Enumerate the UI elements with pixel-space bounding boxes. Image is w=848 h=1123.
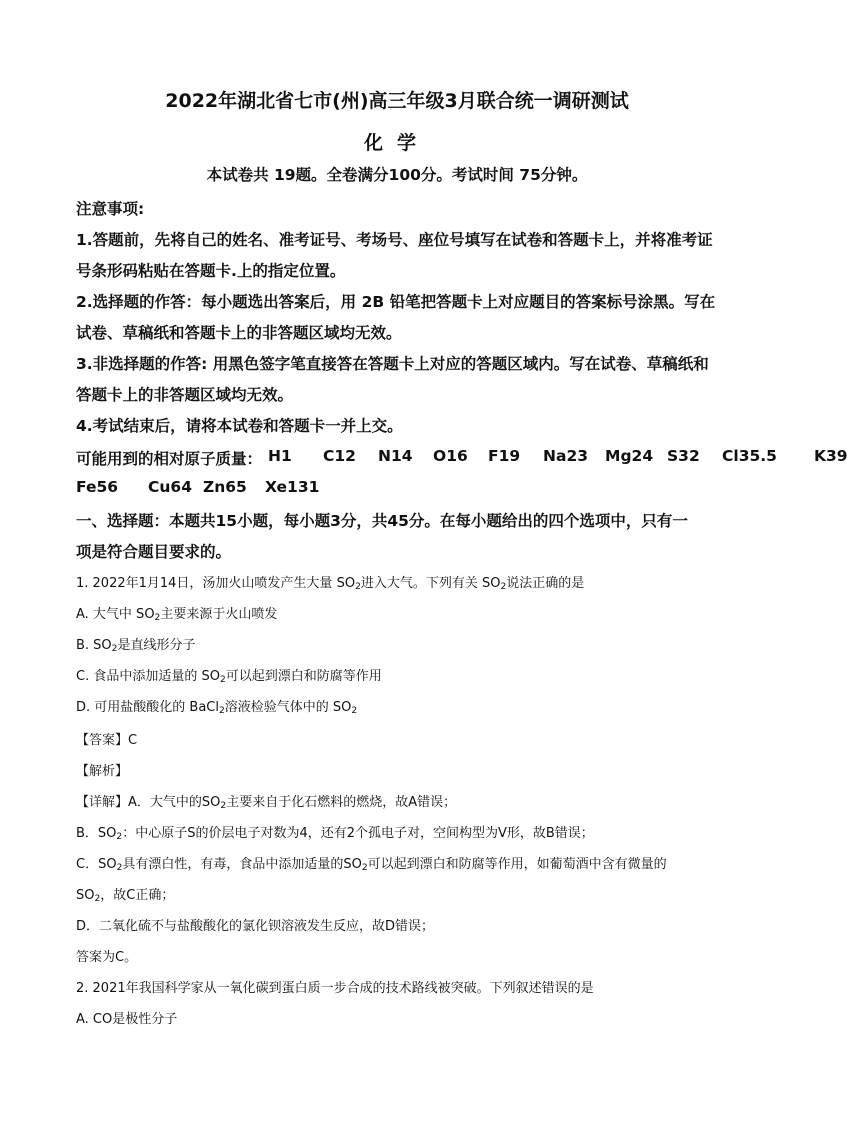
atomic-mass: Cu64 bbox=[148, 478, 192, 496]
atomic-mass: C12 bbox=[323, 447, 356, 465]
q1-explanation-c-cont: $SO_2$，故C正确； bbox=[76, 888, 175, 904]
q1-explanation-c: C．$SO_2$具有漂白性，有毒，食品中添加适量的$SO_2$可以起到漂白和防腐等作用，如葡萄酒中含有微量的 bbox=[76, 857, 667, 873]
atomic-mass: F19 bbox=[488, 447, 521, 465]
q1-option-c: C. 食品中添加适量的 $SO_2$可以起到漂白和防腐等作用 bbox=[76, 669, 382, 685]
note-2-line-1: 2.选择题的作答：每小题选出答案后，用 2B 铅笔把答题卡上对应题目的答案标号涂黑。写在 bbox=[76, 293, 716, 311]
atomic-mass: N14 bbox=[378, 447, 413, 465]
q1-answer: 【答案】C bbox=[76, 733, 138, 748]
notes-heading: 注意事项: bbox=[76, 200, 145, 218]
q2-stem: 2. 2021年我国科学家从一氧化碳到蛋白质一步合成的技术路线被突破。下列叙述错误的是 bbox=[76, 981, 594, 996]
atomic-mass: S32 bbox=[667, 447, 700, 465]
q1-explanation-b: B．$SO_2$：中心原子S的价层电子对数为4，还有2个孤电子对，空间构型为V形，故B错误； bbox=[76, 826, 594, 842]
exam-intro: 本试卷共 19题。全卷满分100分。考试时间 75分钟。 bbox=[206, 166, 588, 184]
note-4: 4.考试结束后，请将本试卷和答题卡一并上交。 bbox=[76, 417, 403, 435]
atomic-mass: Na23 bbox=[543, 447, 589, 465]
q1-final-answer: 答案为C。 bbox=[76, 950, 138, 965]
atomic-masses-row-2 bbox=[76, 478, 319, 496]
note-1-line-1: 1.答题前，先将自己的姓名、准考证号、考场号、座位号填写在试卷和答题卡上，并将准考证 bbox=[76, 231, 713, 249]
atomic-mass: Fe56 bbox=[76, 478, 119, 496]
atomic-mass: Mg24 bbox=[605, 447, 654, 465]
atomic-masses-label: 可能用到的相对原子质量： bbox=[76, 450, 263, 468]
subject-title: 化学 bbox=[363, 132, 430, 154]
q1-option-b: B. $SO_2$是直线形分子 bbox=[76, 638, 196, 654]
q1-stem: 1. 2022年1月14日，汤加火山喷发产生大量 $SO_2$进入大气。下列有关 $SO_2$说法正确的是 bbox=[76, 576, 585, 592]
q1-analysis-heading: 【解析】 bbox=[76, 764, 129, 779]
atomic-masses-row-1 bbox=[76, 447, 848, 469]
atomic-mass: Cl35.5 bbox=[722, 447, 777, 465]
section-heading-line-1: 一、选择题：本题共15小题，每小题3分，共45分。在每小题给出的四个选项中，只有一 bbox=[76, 512, 688, 530]
note-3-line-2: 答题卡上的非答题区域均无效。 bbox=[76, 386, 294, 404]
atomic-mass: Zn65 bbox=[203, 478, 247, 496]
page-title: 2022年湖北省七市(州)高三年级3月联合统一调研测试 bbox=[165, 90, 629, 112]
note-1-line-2: 号条形码粘贴在答题卡.上的指定位置。 bbox=[76, 262, 346, 280]
note-2-line-2: 试卷、草稿纸和答题卡上的非答题区域均无效。 bbox=[76, 324, 402, 342]
q1-explanation-d: D．二氧化硫不与盐酸酸化的氯化钡溶液发生反应，故D错误； bbox=[76, 919, 435, 934]
atomic-mass: O16 bbox=[433, 447, 468, 465]
note-3-line-1: 3.非选择题的作答: 用黑色签字笔直接答在答题卡上对应的答题区域内。写在试卷、草稿纸和 bbox=[76, 355, 709, 373]
atomic-mass: Xe131 bbox=[265, 478, 320, 496]
q1-option-a: A. 大气中 $SO_2$主要来源于火山喷发 bbox=[76, 607, 278, 623]
q1-option-d: D. 可用盐酸酸化的 BaCl$_2$溶液检验气体中的 $SO_2$ bbox=[76, 700, 358, 716]
q1-explanation-a: 【详解】A．大气中的$SO_2$主要来自于化石燃料的燃烧，故A错误； bbox=[76, 795, 457, 811]
atomic-mass: H1 bbox=[268, 447, 292, 465]
q2-option-a: A. CO是极性分子 bbox=[76, 1012, 178, 1027]
section-heading-line-2: 项是符合题目要求的。 bbox=[76, 543, 232, 561]
atomic-mass: K39 bbox=[814, 447, 848, 465]
